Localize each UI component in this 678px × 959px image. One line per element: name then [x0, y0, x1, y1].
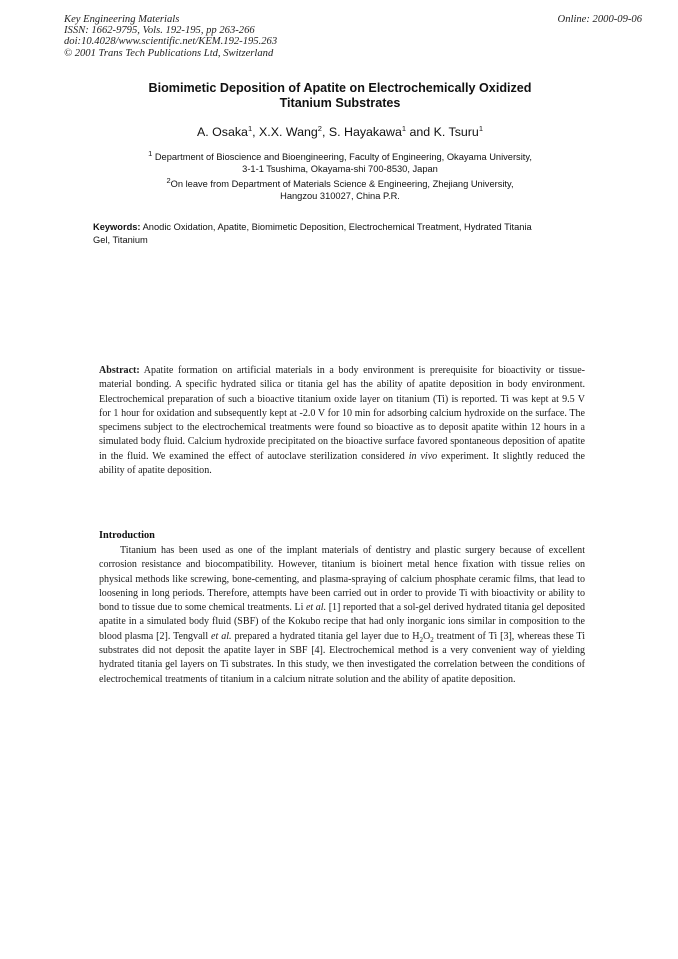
title-line-2: Titanium Substrates — [279, 96, 401, 110]
author-separator: , — [321, 125, 329, 139]
intro-text: Titanium has been used as one of the implant materials of dentistry and plastic surgery because of excellent corrosion resistance and biocompatibility. However, titanium is bioinert metal hence fixation with tissue relies on physical methods like screwing, bone-cementing, and plasma-spraying of calcium phosphate ceramic films, that lead to loosening in long periods. Therefore, attempts have been carried out in order to provide Ti with bioactivity or ability to bond to tissue due to some chemical treatments. Li — [99, 545, 585, 614]
abstract-text: Apatite formation on artificial materials in a body environment is prerequisite for bioactivity or tissue-material bonding. A specific hydrated silica or titania gel has the ability of apatite deposition in body environment. Electrochemical preparation of such a bioactive titanium oxide layer on titanium (Ti) is reported. Ti was kept at 9.5 V for 1 hour for oxidation and subsequently kept at -2.0 V for 10 min for adsorbing calcium hydroxide on the surface. The specimens subject to the electrochemical treatments were found so bioactive as to deposit apatite within 12 hours in a simulated body fluid. Calcium hydroxide precipitated on the bioactive surface favored spontaneous deposition of apatite in the fluid. We examined the effect of autoclave sterilization considered — [99, 365, 585, 462]
author-list — [90, 125, 590, 139]
affiliation-mark: 1 — [148, 148, 153, 158]
abstract-text: experiment. It slightly reduced the ability of apatite deposition. — [99, 450, 585, 477]
affiliation-line: 3-1-1 Tsushima, Okayama-shi 700-8530, Japan — [242, 164, 438, 175]
author-separator: , — [252, 125, 260, 139]
intro-subscript: 2 — [430, 635, 434, 644]
author-name: K. Tsuru — [433, 125, 479, 139]
keywords-text: Anodic Oxidation, Apatite, Biomimetic Deposition, Electrochemical Treatment, Hydrated Titania Gel, Titanium — [93, 222, 532, 245]
author-affil-mark: 1 — [478, 123, 483, 133]
issn-line: ISSN: 1662-9795, Vols. 192-195, pp 263-266 — [64, 25, 255, 37]
affiliation-line: On leave from Department of Materials Science & Engineering, Zhejiang University, — [170, 179, 514, 189]
introduction-heading: Introduction — [99, 530, 155, 541]
author-affil-mark: 1 — [401, 123, 407, 133]
affiliation-line: Department of Bioscience and Bioengineering, Faculty of Engineering, Okayama University, — [152, 152, 532, 162]
journal-header — [64, 14, 277, 59]
paper-title — [90, 81, 590, 111]
affiliation-line: Hangzou 310027, China P.R. — [280, 191, 400, 202]
author-affil-mark: 1 — [247, 123, 253, 133]
intro-subscript: 2 — [419, 635, 423, 644]
abstract — [99, 364, 585, 478]
online-date: Online: 2000-09-06 — [557, 14, 642, 25]
author-name: S. Hayakawa — [328, 125, 402, 139]
affiliation-2 — [90, 175, 590, 202]
journal-name: Key Engineering Materials — [64, 14, 180, 25]
introduction-paragraph — [99, 544, 585, 687]
intro-text: [1] reported that a sol-gel derived hydrated titania gel deposited apatite in a simulated body fluid (SBF) of the Kokubo recipe that had only inorganic ions similar in composition to the blood plasma [2]. Tengvall — [99, 602, 585, 642]
intro-text: O — [423, 630, 431, 642]
introduction-body — [99, 544, 585, 687]
author-name: X.X. Wang — [259, 125, 318, 139]
affiliation-1 — [90, 148, 590, 175]
keywords-label: Keywords: — [93, 222, 141, 232]
author-separator: and — [406, 125, 434, 139]
intro-italic: et al. — [211, 630, 232, 642]
copyright-line: © 2001 Trans Tech Publications Ltd, Switzerland — [64, 47, 274, 59]
intro-text: treatment of Ti [3], whereas these Ti substrates did not deposit the apatite layer in SBF [4]. Electrochemical method is a very convenient way of yielding hydrated titania gel layers on Ti substrates. In this study, we then investigated the correlation between the conditions of electrochemical treatments of titanium in a calcium nitrate solution and the ability of apatite deposition. — [99, 630, 585, 685]
author-name: A. Osaka — [196, 125, 248, 139]
author-affil-mark: 2 — [317, 123, 322, 133]
abstract-label: Abstract: — [99, 365, 140, 376]
intro-italic: et al. — [305, 602, 327, 614]
intro-text: prepared a hydrated titania gel layer due to H — [231, 630, 420, 642]
title-line-1: Biomimetic Deposition of Apatite on Electrochemically Oxidized — [148, 81, 532, 95]
keywords — [93, 221, 533, 246]
affiliation-mark: 2 — [166, 175, 171, 185]
abstract-italic: in vivo — [408, 450, 438, 462]
doi-line: doi:10.4028/www.scientific.net/KEM.192-195.263 — [64, 36, 278, 48]
